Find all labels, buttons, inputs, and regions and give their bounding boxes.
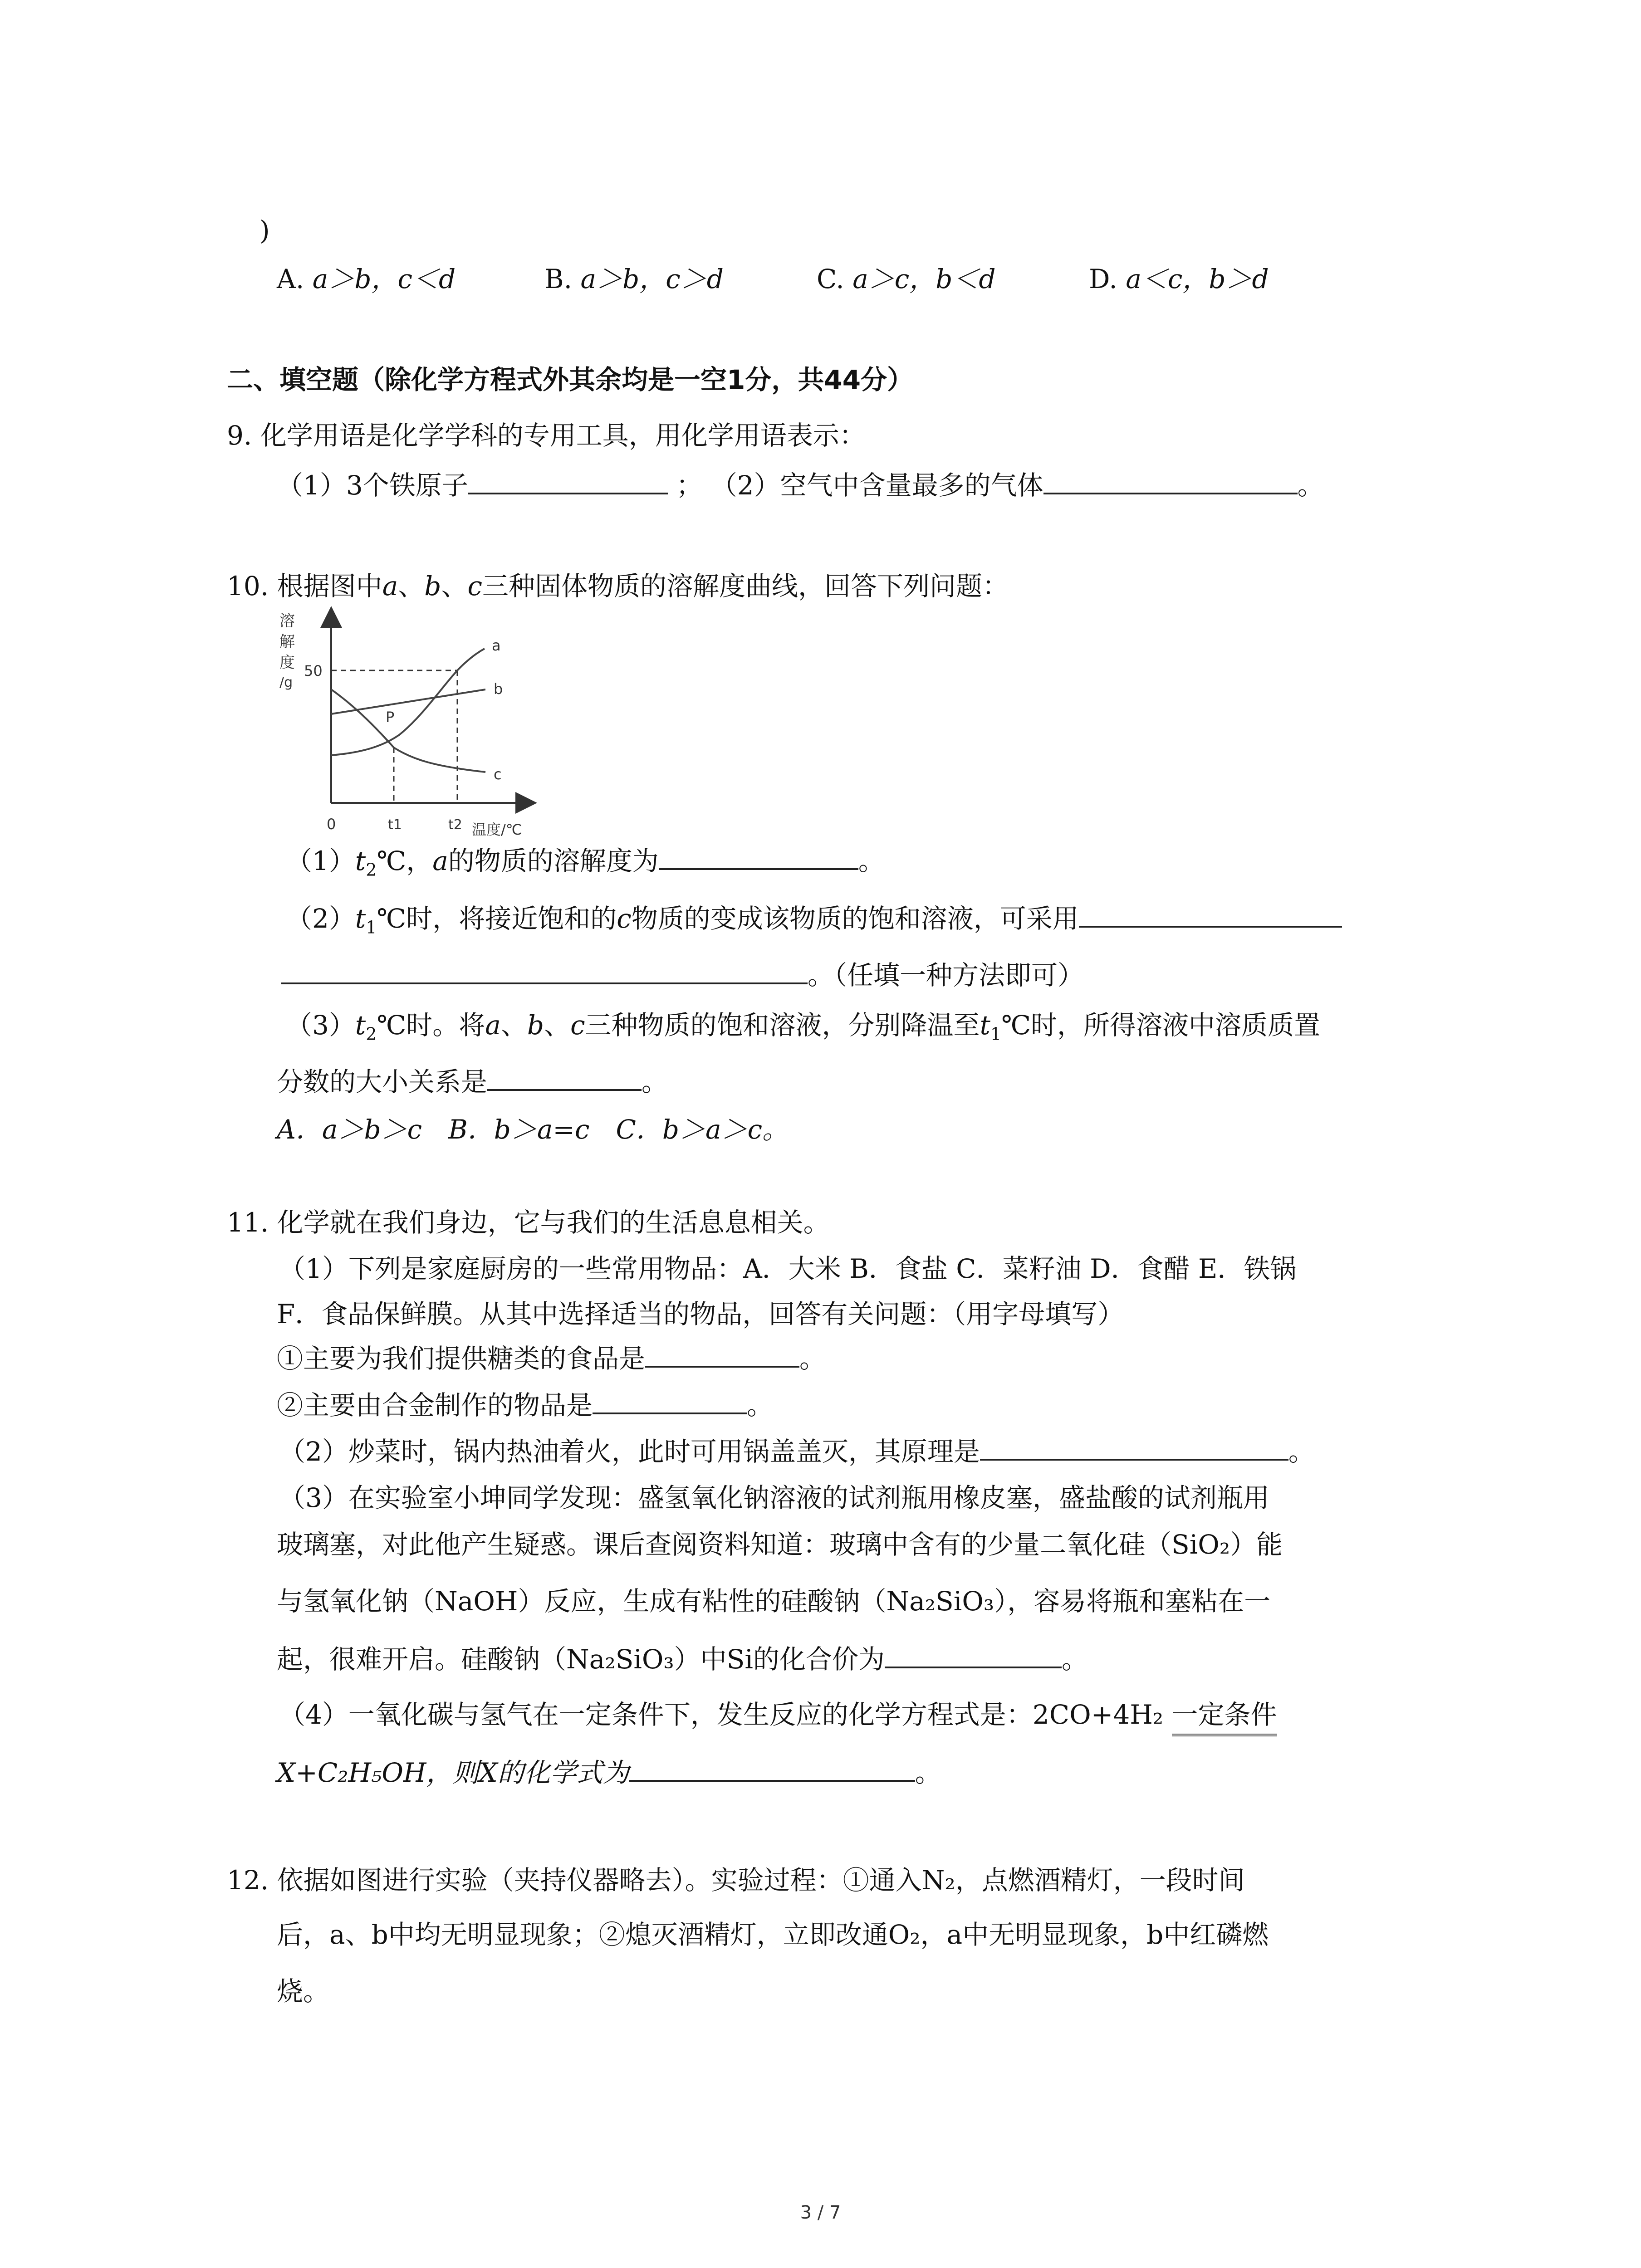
answer-blank[interactable]: [629, 1755, 915, 1782]
q11-part3-line3: 与氢氧化钠（NaOH）反应，生成有粘性的硅酸钠（Na₂SiO₃），容易将瓶和塞粘在一: [277, 1586, 1271, 1617]
q11-part1-q2: ②主要由合金制作的物品是 。: [277, 1387, 773, 1423]
series-c-label: c: [494, 766, 502, 783]
page-number: 3 / 7: [800, 2202, 841, 2223]
q8-option-b: B. a＞b，c＞d: [544, 264, 724, 294]
q11-part4-line2: X+C₂H₅OH，则X的化学式为 。: [277, 1755, 941, 1791]
q8-option-c: C. a＞c，b＜d: [817, 264, 996, 294]
series-b-line: [331, 689, 485, 714]
q11-part3-line1: （3）在实验室小坤同学发现：盛氢氧化钠溶液的试剂瓶用橡皮塞，盛盐酸的试剂瓶用: [279, 1482, 1269, 1513]
answer-blank[interactable]: [1079, 900, 1342, 928]
q12-line1: 12. 依据如图进行实验（夹持仪器略去）。实验过程：①通入N₂，点燃酒精灯，一段时间: [227, 1865, 1245, 1896]
chart-ylabel-1: 溶: [279, 612, 295, 630]
chart-ylabel-3: 度: [279, 654, 295, 672]
q11-part3-line2: 玻璃塞，对此他产生疑惑。课后查阅资料知道：玻璃中含有的少量二氧化硅（SiO₂）能: [277, 1529, 1283, 1560]
answer-blank[interactable]: [1043, 467, 1298, 494]
series-a-label: a: [492, 637, 501, 654]
chart-ytick-50: 50: [304, 662, 323, 679]
q11-part2: （2）炒菜时，锅内热油着火，此时可用锅盖盖灭，其原理是 。: [279, 1433, 1315, 1470]
series-b-label: b: [494, 680, 503, 698]
chart-point-p: P: [386, 709, 395, 726]
q10-part2: $(2)t_1℃$时，将接近饱和的c物质的变成该物质的饱和溶液，可采用: [286, 900, 1342, 946]
answer-blank[interactable]: [593, 1387, 747, 1414]
answer-blank[interactable]: [659, 843, 858, 870]
q8-paren: ): [260, 215, 270, 246]
chart-xtick-t2: t2: [448, 817, 462, 833]
answer-blank[interactable]: [487, 1064, 642, 1091]
answer-blank[interactable]: [885, 1641, 1062, 1668]
chart-xlabel: 温度/℃: [472, 821, 522, 838]
solubility-chart: [272, 603, 554, 844]
q11-stem: 11. 化学就在我们身边，它与我们的生活息息相关。: [227, 1207, 830, 1238]
q12-line2: 后，a、b中均无明显现象；②熄灭酒精灯，立即改通O₂，a中无明显现象，b中红磷燃: [277, 1919, 1269, 1950]
q10-stem: 10. 根据图中a、b、c三种固体物质的溶解度曲线，回答下列问题：: [227, 571, 1009, 601]
q10-part3: $(3)t_2℃$时。将a、b、c三种物质的饱和溶液，分别降温至$t_1℃$时，所得溶液中溶质质置: [286, 1010, 1320, 1044]
chart-ylabel-2: 解: [279, 633, 295, 651]
answer-blank[interactable]: [468, 467, 668, 494]
q10-part3-cont: 分数的大小关系是 。: [277, 1064, 668, 1100]
answer-blank[interactable]: [645, 1340, 799, 1368]
chart-xtick-t1: t1: [388, 817, 402, 833]
q9-parts: （1）3个铁原子 ； （2）空气中含量最多的气体 。: [277, 467, 1324, 503]
q11-part1-line1: （1）下列是家庭厨房的一些常用物品：A．大米 B．食盐 C．菜籽油 D．食醋 E．铁锅: [279, 1253, 1297, 1284]
q10-part2-cont: 。（任填一种方法即可）: [281, 957, 1084, 993]
q10-choices: A．a＞b＞c B．b＞a=c C．b＞a＞c。: [277, 1114, 789, 1145]
chart-xtick-0: 0: [327, 816, 336, 833]
chart-ylabel-4: /g: [279, 675, 293, 690]
q9-stem: 9. 化学用语是化学学科的专用工具，用化学用语表示：: [227, 420, 866, 451]
q8-option-d: D. a＜c，b＞d: [1089, 264, 1269, 294]
q11-part3-line4: 起，很难开启。硅酸钠（Na₂SiO₃）中Si的化合价为 。: [277, 1641, 1088, 1677]
q11-part1-line2: F．食品保鲜膜。从其中选择适当的物品，回答有关问题：（用字母填写）: [277, 1299, 1124, 1330]
answer-blank[interactable]: [980, 1433, 1288, 1461]
section-title: 二、填空题（除化学方程式外其余均是一空1分，共44分）: [227, 364, 914, 395]
q8-option-a: A. a＞b，c＜d: [277, 264, 456, 294]
q12-line3: 烧。: [277, 1976, 330, 2007]
q11-part4-line1: （4）一氧化碳与氢气在一定条件下，发生反应的化学方程式是：2CO+4H₂ 一定条件: [279, 1696, 1277, 1733]
answer-blank[interactable]: [281, 957, 808, 984]
q10-part1: $(1)t_2℃$，a的物质的溶解度为 。: [286, 843, 885, 888]
reaction-condition-arrow: 一定条件: [1172, 1696, 1277, 1733]
q11-part1-q1: ①主要为我们提供糖类的食品是 。: [277, 1340, 826, 1377]
